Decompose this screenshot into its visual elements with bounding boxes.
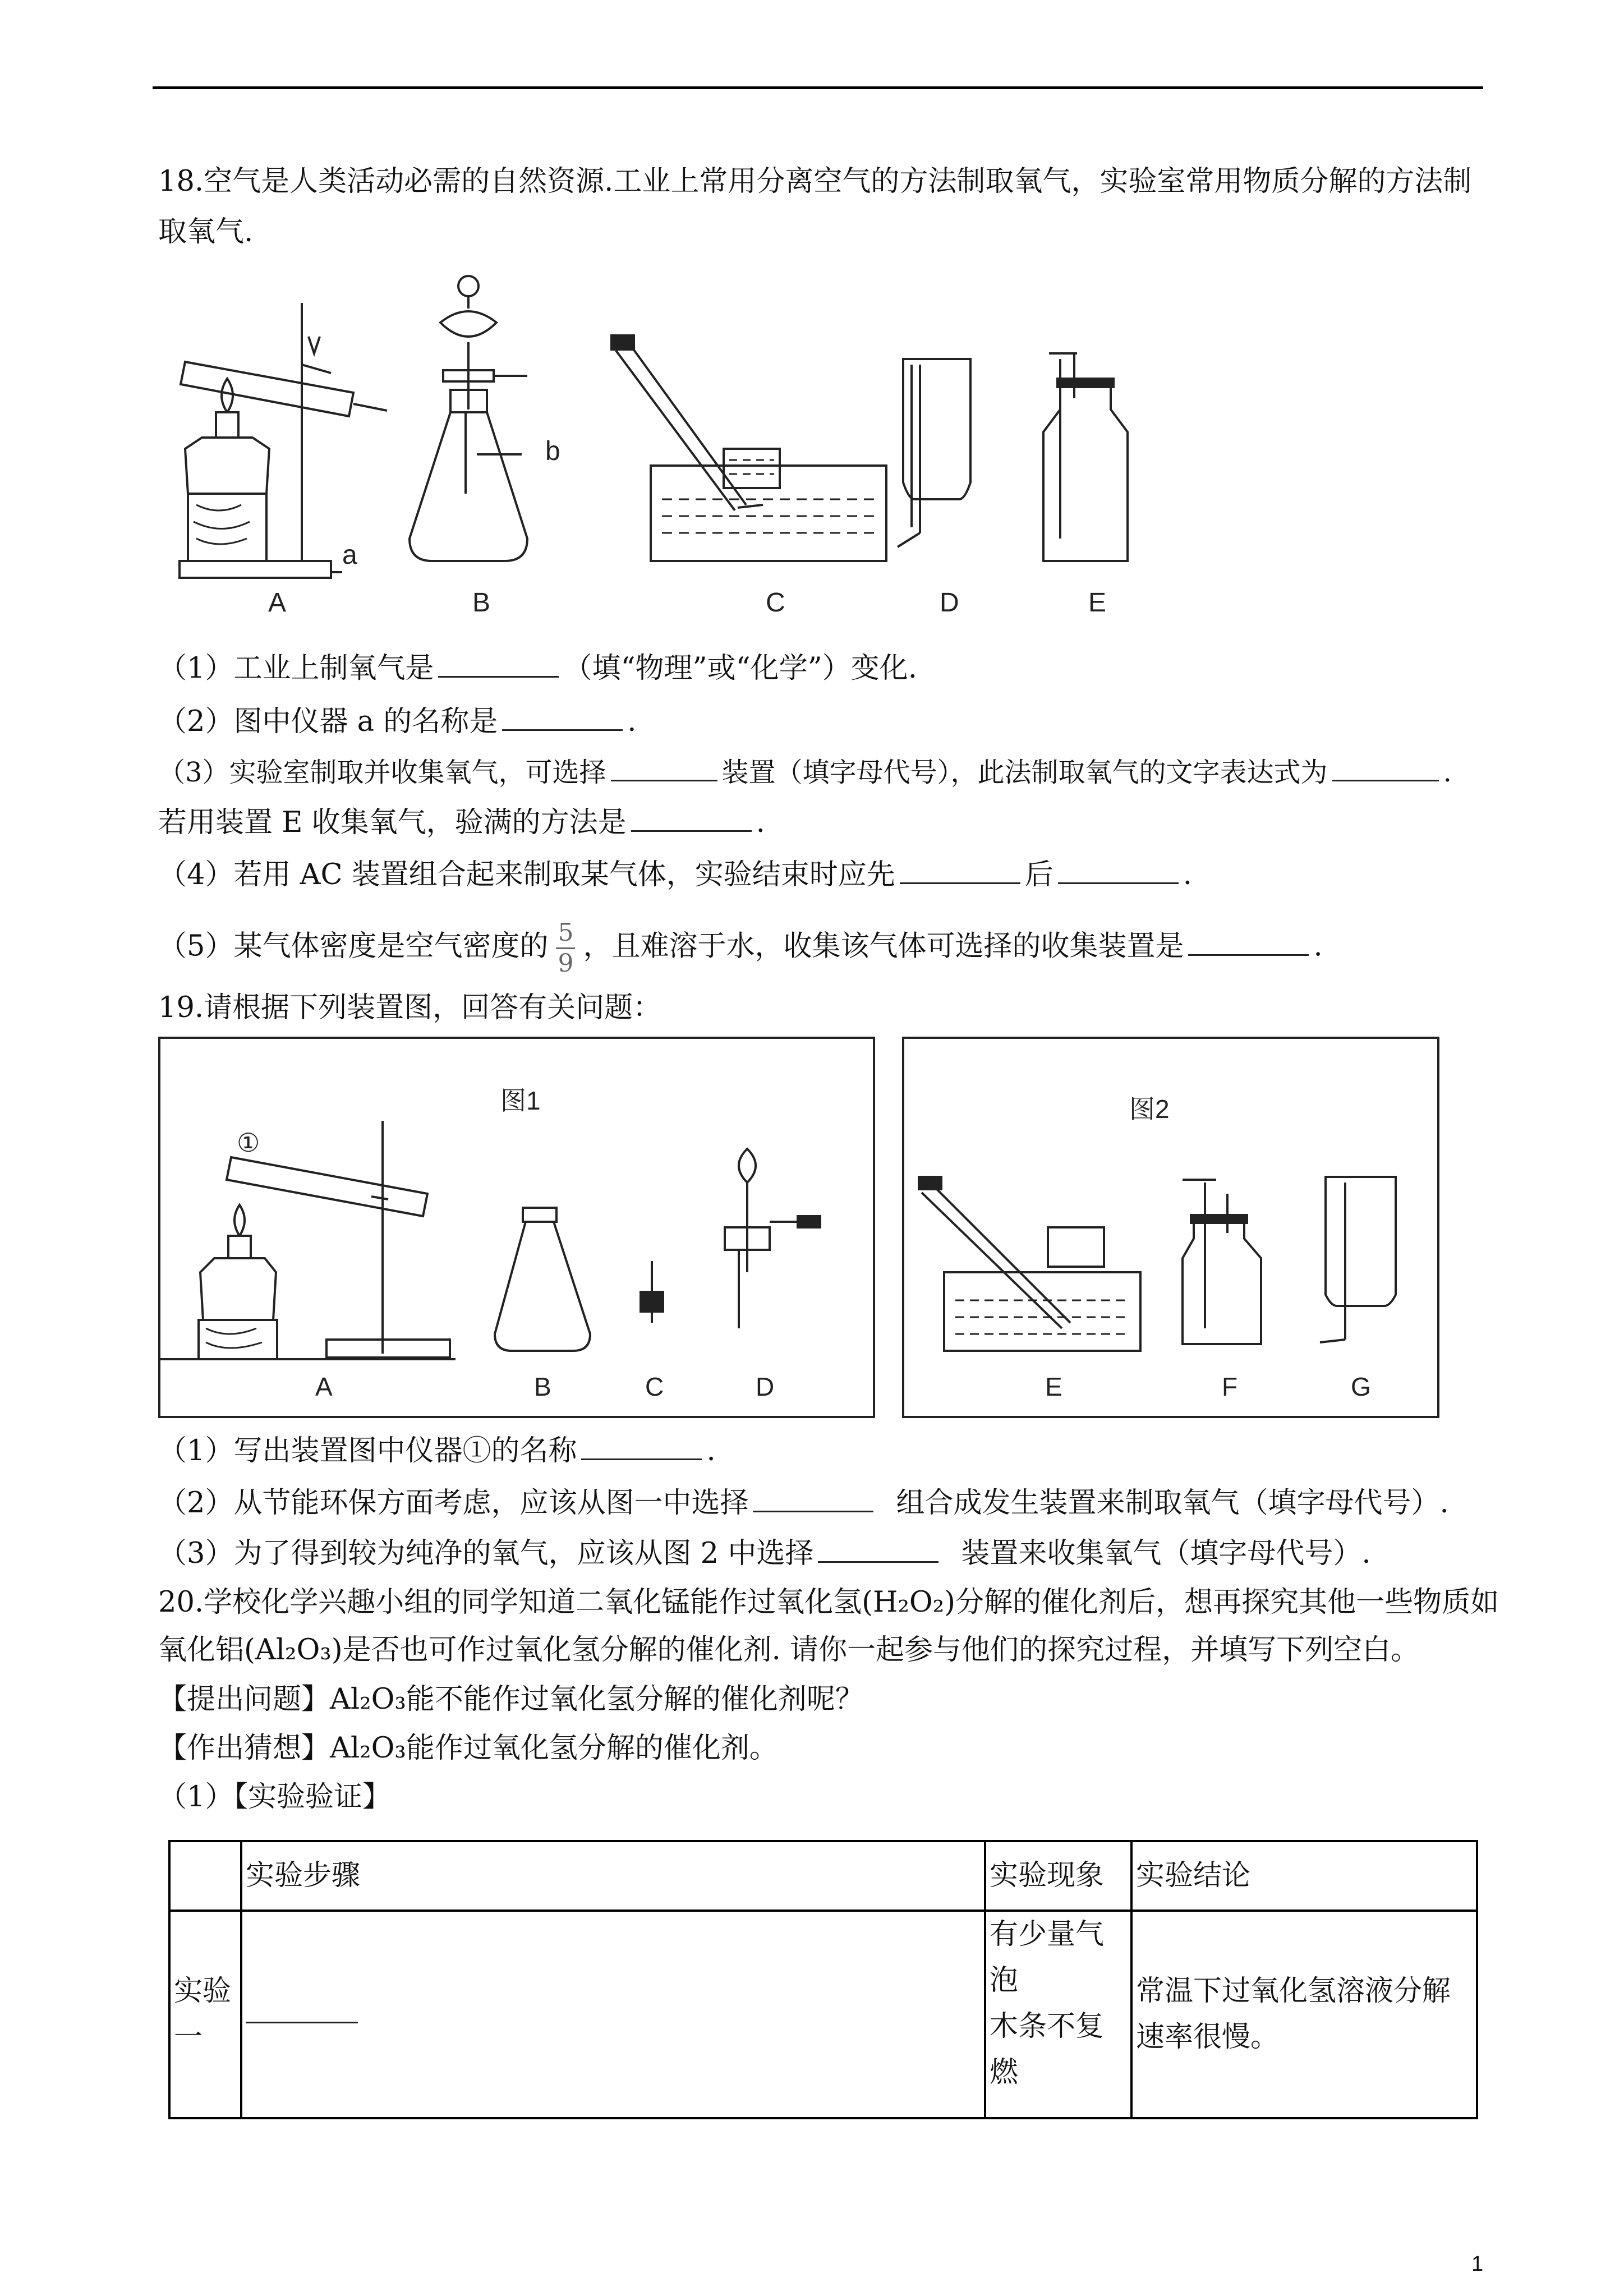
q18-intro-line2: 取氧气. [158,215,254,249]
q18-part2-blank[interactable] [502,707,623,731]
conclusion-line: 常温下过氧化氢溶液分解 [1136,1975,1451,2008]
q20-hypothesis: 【作出猜想】Al₂O₃能作过氧化氢分解的催化剂。 [158,1732,778,1765]
q18-part3b-blank[interactable] [631,808,752,832]
table-header-phenomenon: 实验现象 [985,1841,1131,1911]
fig2-f-gas-bottle [1183,1180,1261,1344]
phenomenon-line: 泡 [990,1964,1019,1997]
fig2-label-E: E [1045,1372,1062,1401]
q18-intro-line1: 18.空气是人类活动必需的自然资源.工业上常用分离空气的方法制取氧气，实验室常用物质分解的方法制 [158,165,1472,198]
label-b: b [545,436,560,466]
label-B: B [472,588,491,618]
q19-part3-blank[interactable] [818,1539,938,1563]
apparatus-d-inverted-jar [898,359,970,547]
apparatus-e-gas-bottle [1043,353,1128,561]
q18-part3-blank1[interactable] [611,757,717,781]
fig2-e-water-trough [919,1177,1140,1351]
label-A: A [268,588,287,618]
table-header-row [169,1841,1477,1911]
row-label-line1: 实验 [174,1975,232,2008]
q18-part3-mid: 装置（填字母代号），此法制取氧气的文字表达式为 [721,757,1328,788]
label-C: C [766,588,785,618]
apparatus-c-water-trough [611,335,886,561]
q19-part1-post: . [706,1434,716,1467]
q18-part3-pre: （3）实验室制取并收集氧气，可选择 [158,757,606,788]
q18-part2-post: . [627,705,637,738]
page-number: 1 [1471,2252,1484,2276]
q19-part2-post: 组合成发生装置来制取氧气（填字母代号）. [896,1487,1449,1520]
experiment-steps-blank[interactable] [246,1999,358,2023]
label-E: E [1088,588,1107,618]
q18-part3b-pre: 若用装置 E 收集氧气，验满的方法是 [158,806,627,839]
fig1-label-C: C [645,1372,664,1401]
table-header-empty [169,1841,241,1911]
q19-part2 [158,1485,1449,1521]
phenomenon-cell [985,1911,1131,2118]
q20-line1: 20.学校化学兴趣小组的同学知道二氧化锰能作过氧化氢(H₂O₂)分解的催化剂后，想再探究其他一些物质如 [158,1586,1499,1619]
fig1-label-D: D [756,1372,775,1401]
row-label-experiment-1 [169,1911,241,2118]
q18-part5 [158,920,1323,977]
apparatus-b-flask-funnel [410,276,527,561]
fraction-denominator: 9 [558,949,574,978]
q19-part3 [158,1536,1371,1572]
q18-part1-pre: （1）工业上制氧气是 [158,652,434,685]
q18-part3b [158,805,765,841]
phenomenon-line: 燃 [990,2056,1019,2089]
table-header-conclusion: 实验结论 [1131,1841,1477,1911]
q18-part2 [158,704,637,740]
instrument-1-marker: ① [237,1128,260,1157]
q18-part5-pre: （5）某气体密度是空气密度的 [158,930,549,963]
q18-part1-post: （填“物理”或“化学”）变化. [563,652,917,685]
q18-part3-post: . [1443,757,1452,788]
q18-part1 [158,651,917,687]
fig1-a-heating-setup [158,1121,456,1359]
q18-part4-blank2[interactable] [1058,860,1179,884]
fig1-d-funnel-stopper [725,1149,820,1328]
q18-part3 [158,754,1452,790]
fig1-title: 图1 [500,1086,541,1115]
q19-part2-pre: （2）从节能环保方面考虑，应该从图一中选择 [158,1487,749,1520]
fraction-numerator: 5 [558,918,574,947]
fig2-title: 图2 [1129,1094,1170,1124]
q19-intro: 19.请根据下列装置图，回答有关问题： [158,991,662,1024]
q18-part5-blank[interactable] [1188,932,1309,956]
apparatus-a-heating-setup [180,303,387,578]
phenomenon-line: 木条不复 [990,2010,1105,2043]
q20-verification-heading: （1）【实验验证】 [158,1780,391,1814]
fig1-b-conical-flask [495,1208,590,1351]
q19-figure-2 [902,1037,1439,1418]
conclusion-cell [1131,1911,1477,2118]
q18-part5-mid: ，且难溶于水，收集该气体可选择的收集装置是 [583,930,1184,963]
row-label-line2: 一 [174,2021,203,2054]
conclusion-line: 速率很慢。 [1136,2021,1280,2054]
q18-part4 [158,857,1192,893]
q18-part4-pre: （4）若用 AC 装置组合起来制取某气体，实验结束时应先 [158,858,895,891]
q19-part3-post: 装置来收集氧气（填字母代号）. [961,1537,1371,1570]
q19-part1-pre: （1）写出装置图中仪器①的名称 [158,1434,577,1467]
q20-line2: 氧化铝(Al₂O₃)是否也可作过氧化氢分解的催化剂. 请你一起参与他们的探究过程，并填写下列空白。 [158,1634,1420,1667]
fig2-label-F: F [1222,1372,1238,1401]
label-a: a [342,540,357,570]
fig2-label-G: G [1351,1372,1371,1401]
table-header-steps: 实验步骤 [241,1841,985,1911]
q19-part3-pre: （3）为了得到较为纯净的氧气，应该从图 2 中选择 [158,1537,814,1570]
fig1-c-stopper [641,1261,663,1323]
density-fraction [556,920,575,977]
q18-part2-pre: （2）图中仪器 a 的名称是 [158,705,498,738]
q19-figure-1 [158,1037,875,1418]
q19-part1-blank[interactable] [581,1436,702,1460]
fig2-g-inverted-jar [1320,1177,1396,1342]
q19-part1 [158,1433,716,1469]
experiment-steps-cell[interactable] [241,1911,985,2118]
table-row [169,1911,1477,2118]
experiment-table [168,1840,1478,2119]
q18-part3-blank2[interactable] [1332,757,1439,781]
fig1-label-A: A [315,1372,333,1401]
phenomenon-line: 有少量气 [990,1918,1105,1951]
q18-part4-mid: 后 [1024,858,1053,891]
q18-part5-post: . [1313,930,1323,963]
q19-part2-blank[interactable] [753,1488,873,1512]
q18-part4-post: . [1183,858,1192,891]
q20-question: 【提出问题】Al₂O₃能不能作过氧化氢分解的催化剂呢？ [158,1683,864,1716]
header-rule [153,86,1483,89]
label-D: D [940,588,959,618]
q18-part4-blank1[interactable] [900,860,1020,884]
q18-part1-blank[interactable] [438,654,559,678]
q18-part3b-post: . [756,806,765,839]
q18-apparatus-figure [163,269,1150,634]
fig1-label-B: B [534,1372,551,1401]
